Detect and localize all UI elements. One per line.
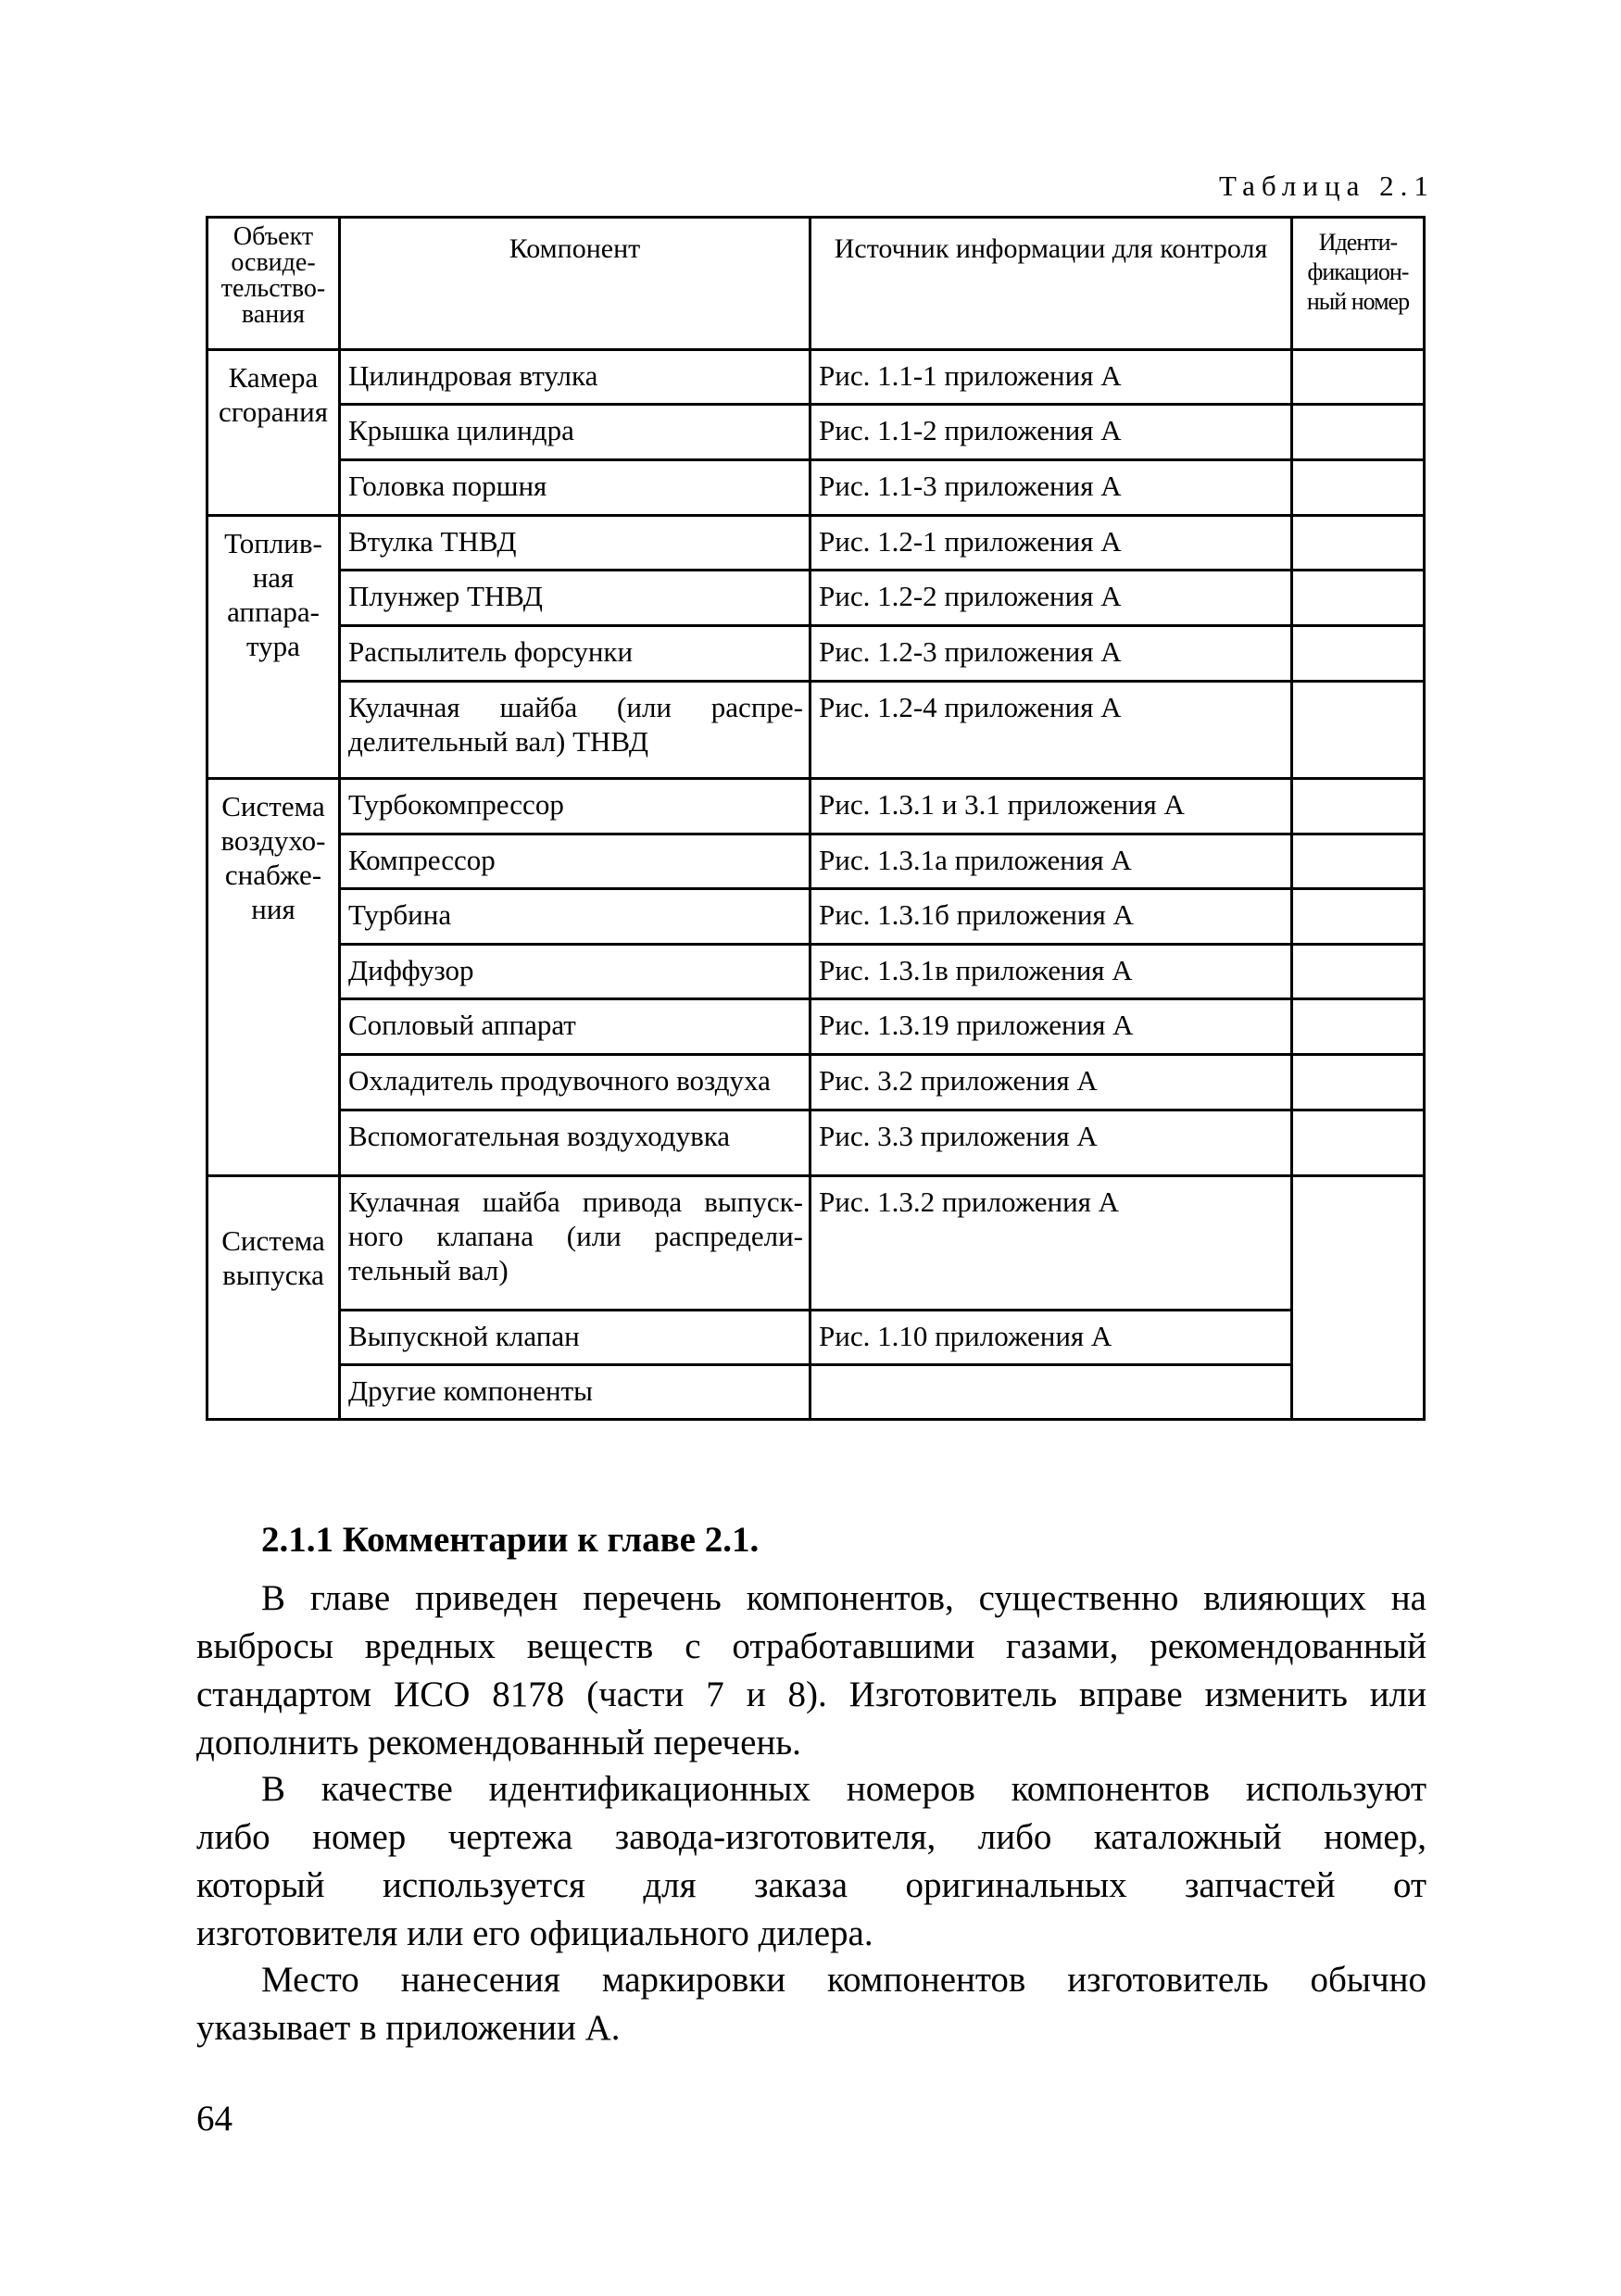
- id-cell: [1292, 834, 1425, 889]
- object-cell: [207, 1176, 340, 1420]
- header-id-line: фикацион-: [1307, 258, 1409, 285]
- source-cell: Рис. 1.2-1 приложения А: [810, 516, 1292, 571]
- source-cell: Рис. 1.1-2 приложения А: [810, 405, 1292, 460]
- paragraph-line: выбросы вредных веществ с отработавшими газами, рекомендованный: [196, 1626, 1426, 1666]
- source-cell: Рис. 1.1-1 приложения А: [810, 350, 1292, 405]
- table-header-row: [207, 218, 1425, 350]
- id-cell: [1292, 405, 1425, 460]
- source-cell: Рис. 1.2-3 приложения А: [810, 626, 1292, 682]
- component-cell: Крышка цилиндра: [340, 405, 810, 460]
- header-object-line: вания: [241, 300, 306, 329]
- component-line: тельный вал): [348, 1254, 509, 1286]
- component-cell: Плунжер ТНВД: [340, 571, 810, 626]
- source-cell: Рис. 3.2 приложения А: [810, 1055, 1292, 1110]
- header-component: Компонент: [340, 218, 810, 350]
- paragraph: [196, 1956, 1426, 2052]
- header-object-line: освиде-: [231, 248, 316, 277]
- table-row: [207, 350, 1425, 405]
- table-row: [207, 889, 1425, 945]
- components-table: [206, 216, 1426, 1421]
- table-row: [207, 1365, 1425, 1420]
- header-id-line: Иденти-: [1318, 229, 1398, 256]
- id-cell: [1292, 460, 1425, 516]
- component-cell: [340, 1176, 810, 1311]
- id-cell: [1292, 999, 1425, 1055]
- id-cell: [1292, 779, 1425, 834]
- source-cell: Рис. 1.2-2 приложения А: [810, 571, 1292, 626]
- paragraph-line: который используется для заказа оригинальных запчастей от: [196, 1865, 1426, 1905]
- source-cell: Рис. 1.3.2 приложения А: [810, 1176, 1292, 1311]
- component-cell: Распылитель форсунки: [340, 626, 810, 682]
- object-line: Система: [221, 790, 325, 822]
- section-title: [261, 1519, 759, 1561]
- header-id-line: ный номер: [1306, 288, 1410, 315]
- object-cell: [207, 779, 340, 1176]
- paragraph-line: Место нанесения маркировки компонентов изготовитель обычно: [261, 1960, 1426, 2000]
- table-caption: Таблица 2.1: [1219, 169, 1435, 202]
- id-cell: [1292, 889, 1425, 945]
- source-cell: [810, 1365, 1292, 1420]
- paragraph-line: стандартом ИСО 8178 (части 7 и 8). Изготовитель вправе изменить или: [196, 1675, 1426, 1714]
- object-line: Топлив-: [224, 527, 322, 559]
- header-id: [1292, 218, 1425, 350]
- component-line: Кулачная шайба привода выпуск-: [348, 1186, 803, 1218]
- table-row: [207, 1055, 1425, 1110]
- source-cell: Рис. 3.3 приложения А: [810, 1110, 1292, 1176]
- paragraph-line: В качестве идентификационных номеров компонентов используют: [261, 1769, 1426, 1809]
- id-cell: [1292, 626, 1425, 682]
- source-cell: Рис. 1.3.1б приложения А: [810, 889, 1292, 945]
- id-cell: [1292, 682, 1425, 779]
- paragraph-line: либо номер чертежа завода-изготовителя, либо каталожный номер,: [196, 1817, 1426, 1857]
- object-line: аппара-: [227, 596, 320, 628]
- header-object: [207, 218, 340, 350]
- component-cell: Диффузор: [340, 945, 810, 999]
- component-cell: Цилиндровая втулка: [340, 350, 810, 405]
- section-number: 2.1.1: [261, 1520, 333, 1560]
- id-cell: [1292, 945, 1425, 999]
- table-row: [207, 1311, 1425, 1365]
- component-cell: Турбина: [340, 889, 810, 945]
- table-row: [207, 516, 1425, 571]
- object-cell: [207, 516, 340, 779]
- table-row: [207, 571, 1425, 626]
- component-line: делительный вал) ТНВД: [348, 725, 649, 758]
- component-cell: Другие компоненты: [340, 1365, 810, 1420]
- header-object-line: тельство-: [220, 274, 326, 303]
- object-line: ния: [251, 893, 295, 925]
- paragraph-line: изготовителя или его официального дилера.: [196, 1913, 873, 1953]
- component-cell: Сопловый аппарат: [340, 999, 810, 1055]
- paragraph-line: указывает в приложении А.: [196, 2008, 621, 2048]
- source-cell: Рис. 1.3.1 и 3.1 приложения А: [810, 779, 1292, 834]
- id-cell: [1292, 1110, 1425, 1176]
- object-line: выпуска: [222, 1259, 324, 1291]
- paragraph-line: дополнить рекомендованный перечень.: [196, 1723, 801, 1763]
- table-row: [207, 626, 1425, 682]
- id-cell: [1292, 1176, 1425, 1420]
- object-line: тура: [246, 630, 300, 662]
- component-cell: Вспомогательная воздуходувка: [340, 1110, 810, 1176]
- component-line: ного клапана (или распредели-: [348, 1220, 803, 1252]
- object-line: сгорания: [219, 395, 328, 428]
- component-cell: Выпускной клапан: [340, 1311, 810, 1365]
- component-cell: Втулка ТНВД: [340, 516, 810, 571]
- component-cell: Головка поршня: [340, 460, 810, 516]
- id-cell: [1292, 571, 1425, 626]
- header-object-line: Объект: [232, 222, 314, 251]
- object-line: Система: [221, 1224, 325, 1257]
- table-row: [207, 1176, 1425, 1311]
- table-row: [207, 1110, 1425, 1176]
- object-line: снабже-: [224, 859, 322, 891]
- source-cell: Рис. 1.3.1а приложения А: [810, 834, 1292, 889]
- object-line: воздухо-: [220, 824, 326, 857]
- table-row: [207, 999, 1425, 1055]
- source-cell: Рис. 1.2-4 приложения А: [810, 682, 1292, 779]
- id-cell: [1292, 516, 1425, 571]
- table-row: [207, 945, 1425, 999]
- paragraph: [196, 1765, 1426, 1958]
- component-cell: Компрессор: [340, 834, 810, 889]
- table-row: [207, 460, 1425, 516]
- table-row: [207, 779, 1425, 834]
- section-title-text: Комментарии к главе 2.1.: [342, 1520, 760, 1560]
- table-row: [207, 834, 1425, 889]
- object-line: Камера: [228, 361, 319, 394]
- source-cell: Рис. 1.3.19 приложения А: [810, 999, 1292, 1055]
- page-number: 64: [196, 2099, 232, 2139]
- id-cell: [1292, 350, 1425, 405]
- table-row: [207, 405, 1425, 460]
- source-cell: Рис. 1.3.1в приложения А: [810, 945, 1292, 999]
- object-cell: [207, 350, 340, 516]
- source-cell: Рис. 1.1-3 приложения А: [810, 460, 1292, 516]
- source-cell: Рис. 1.10 приложения А: [810, 1311, 1292, 1365]
- id-cell: [1292, 1055, 1425, 1110]
- header-source: Источник информации для контроля: [810, 218, 1292, 350]
- component-cell: Турбокомпрессор: [340, 779, 810, 834]
- table-row: [207, 682, 1425, 779]
- paragraph: [196, 1575, 1426, 1767]
- component-line: Кулачная шайба (или распре-: [348, 691, 803, 723]
- component-cell: Охладитель продувочного воздуха: [340, 1055, 810, 1110]
- object-line: ная: [252, 561, 295, 594]
- component-cell: [340, 682, 810, 779]
- paragraph-line: В главе приведен перечень компонентов, существенно влияющих на: [261, 1578, 1426, 1618]
